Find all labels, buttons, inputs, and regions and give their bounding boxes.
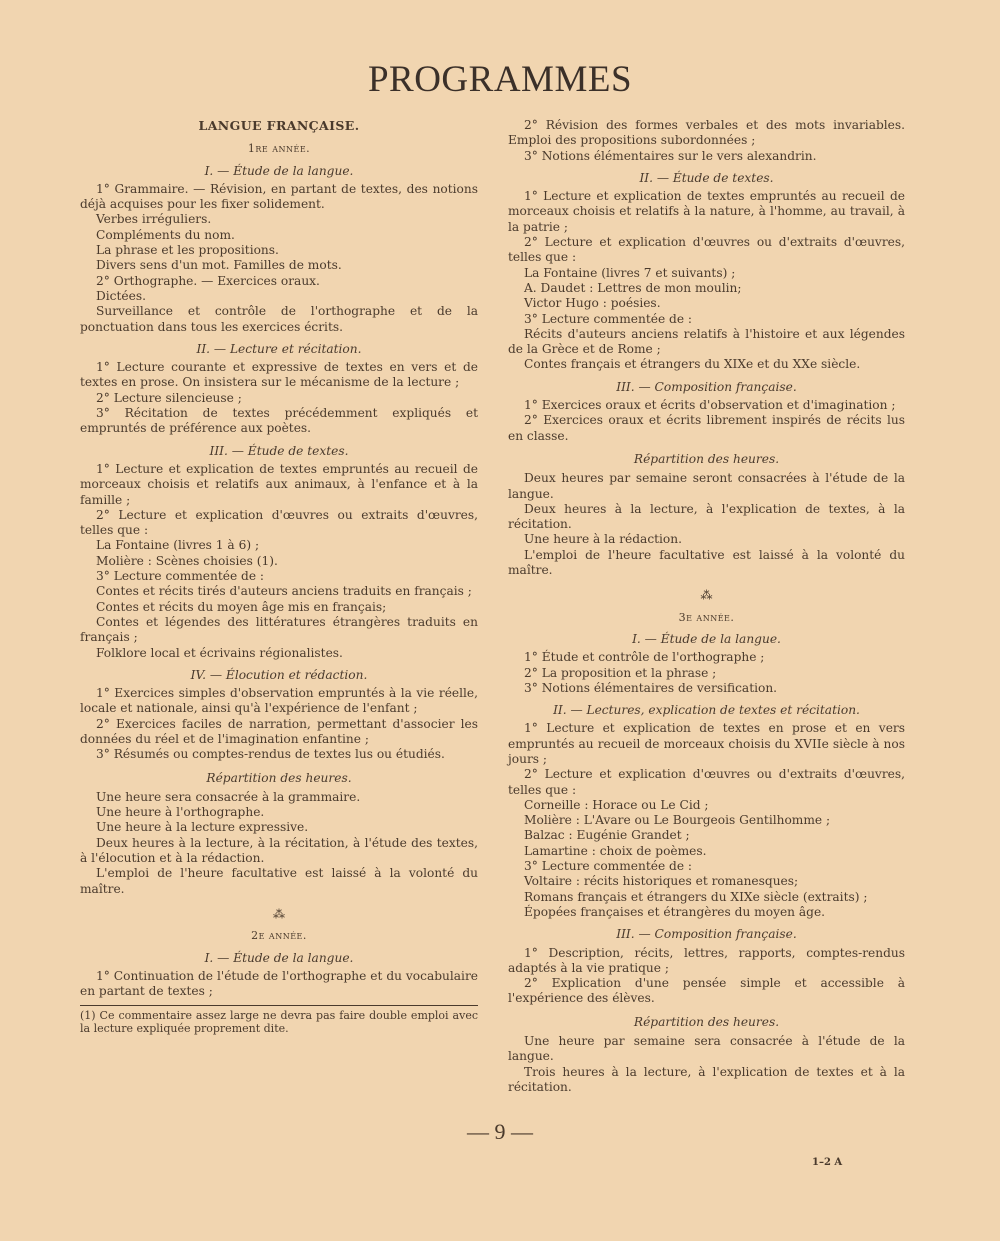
paragraph: L'emploi de l'heure facultative est laissé à la volonté du maître. [508,547,905,578]
paragraph: Une heure à la rédaction. [524,532,682,547]
paragraph: Contes et légendes des littératures étrangères traduits en français ; [80,614,478,645]
paragraph: 1° Continuation de l'étude de l'orthographe et du vocabulaire en partant de textes ; [80,968,478,999]
y1-section-1-title: I. — Étude de la langue. [204,163,354,178]
paragraph: Corneille : Horace ou Le Cid ; [524,797,709,812]
sheet-code: 1–2 A [812,1157,843,1168]
paragraph: Compléments du nom. [96,227,235,242]
asterism-divider: ⁂ [700,588,713,603]
paragraph: Récits d'auteurs anciens relatifs à l'histoire et aux légendes de la Grèce et de Rome ; [508,326,905,357]
paragraph: Lamartine : choix de poèmes. [524,843,707,858]
paragraph: 3° Lecture commentée de : [524,311,693,326]
y2-section-2-title: II. — Étude de textes. [639,170,774,185]
y3-section-1-title: I. — Étude de la langue. [632,631,781,646]
paragraph: Épopées françaises et étrangères du moyen âge. [524,904,826,919]
paragraph: 1° Lecture et explication de textes empruntés au recueil de morceaux choisis et relatifs aux animaux, à l'enfance et à la famille ; [80,461,478,507]
paragraph: 1° Lecture et explication de textes empruntés au recueil de morceaux choisis et relatifs à la nature, à l'homme, au travail, à la patrie ; [508,189,905,234]
left-column [80,118,478,1035]
paragraph: 2° Lecture et explication d'œuvres ou d'extraits d'œuvres, telles que : [508,235,905,265]
paragraph: A. Daudet : Lettres de mon moulin; [524,280,742,295]
y3-hours-title: Répartition des heures. [633,1014,780,1029]
paragraph: Deux heures à la lecture, à l'explication de textes, à la récitation. [508,501,905,532]
subject-heading: LANGUE FRANÇAISE. [198,118,360,133]
y1-section-4-title: IV. — Élocution et rédaction. [190,667,368,682]
paragraph: 1° Lecture courante et expressive de textes en vers et de textes en prose. On insistera sur le mécanisme de la lecture ; [80,360,478,390]
y2-hours-title: Répartition des heures. [633,451,780,466]
asterism-divider: ⁂ [273,906,285,921]
paragraph: Voltaire : récits historiques et romanesques; [524,874,799,889]
paragraph: 2° Exercices faciles de narration, permettant d'associer les données du réel et de l'imagination enfantine ; [80,716,478,746]
paragraph: 2° Explication d'une pensée simple et accessible à l'expérience des élèves. [508,976,905,1006]
paragraph: Contes et récits du moyen âge mis en français; [96,599,387,614]
year-1-heading: 1re année. [247,142,311,156]
paragraph: Balzac : Eugénie Grandet ; [524,828,690,843]
y1-hours-title: Répartition des heures. [206,770,352,785]
paragraph: 3° Lecture commentée de : [524,859,693,874]
paragraph: Verbes irréguliers. [96,212,212,227]
paragraph: 2° Exercices oraux et écrits librement inspirés de récits lus en classe. [508,413,905,443]
paragraph: Molière : L'Avare ou Le Bourgeois Gentilhomme ; [524,813,831,828]
y3-section-2-title: II. — Lectures, explication de textes et récitation. [553,703,860,718]
right-column [508,118,905,1095]
y1-section-3-title: III. — Étude de textes. [209,443,349,458]
footnote: (1) Ce commentaire assez large ne devra pas faire double emploi avec la lecture expliquée proprement dite. [80,1005,478,1035]
paragraph: Trois heures à la lecture, à l'explication de textes et à la récitation. [508,1064,905,1094]
paragraph: La phrase et les propositions. [96,243,279,258]
y1-section-2-title: II. — Lecture et récitation. [196,341,362,356]
paragraph: 3° Notions élémentaires sur le vers alexandrin. [524,148,817,163]
year-2-heading: 2e année. [251,929,307,943]
paragraph: Deux heures par semaine seront consacrées à l'étude de la langue. [508,471,905,501]
paragraph: 2° Lecture et explication d'œuvres ou extraits d'œuvres, telles que : [80,507,478,538]
paragraph: 2° La proposition et la phrase ; [524,665,717,680]
paragraph: 1° Description, récits, lettres, rapports, comptes-rendus adaptés à la vie pratique ; [508,945,905,975]
paragraph: Molière : Scènes choisies (1). [96,553,278,568]
paragraph: 2° Révision des formes verbales et des mots invariables. Emploi des propositions subordonnées ; [508,118,905,148]
paragraph: Contes et récits tirés d'auteurs anciens traduits en français ; [96,584,472,599]
paragraph: Divers sens d'un mot. Familles de mots. [96,258,342,273]
paragraph: Surveillance et contrôle de l'orthographe et de la ponctuation dans tous les exercices écrits. [80,304,478,334]
paragraph: Deux heures à la lecture, à la récitation, à l'étude des textes, à l'élocution et à la rédaction. [80,835,478,866]
page-title: PROGRAMMES [367,59,633,100]
paragraph: 1° Exercices oraux et écrits d'observation et d'imagination ; [524,398,896,413]
paragraph: Une heure par semaine sera consacrée à l'étude de la langue. [508,1034,905,1064]
paragraph: 1° Grammaire. — Révision, en partant de textes, des notions déjà acquises pour les fixer solidement. [80,181,478,212]
y3-section-3-title: III. — Composition française. [616,927,797,942]
paragraph: Victor Hugo : poésies. [524,296,661,311]
paragraph: 2° Orthographe. — Exercices oraux. [96,273,320,288]
paragraph: La Fontaine (livres 7 et suivants) ; [524,265,736,280]
paragraph: Romans français et étrangers du XIXe siècle (extraits) ; [524,889,868,904]
year-3-heading: 3e année. [678,610,735,624]
page-number: — 9 — [467,1119,533,1144]
paragraph: 1° Étude et contrôle de l'orthographe ; [524,650,765,665]
paragraph: Une heure à l'orthographe. [96,805,265,820]
paragraph: Folklore local et écrivains régionalistes. [96,645,343,660]
paragraph: 2° Lecture et explication d'œuvres ou d'extraits d'œuvres, telles que : [508,767,905,797]
paragraph: 1° Lecture et explication de textes en prose et en vers empruntés au recueil de morceaux choisis du XVIIe siècle à nos jours ; [508,721,905,766]
paragraph: Dictées. [96,288,146,303]
paragraph: 3° Lecture commentée de : [96,569,265,584]
paragraph: La Fontaine (livres 1 à 6) ; [96,538,260,553]
paragraph: Une heure sera consacrée à la grammaire. [96,789,361,804]
paragraph: 1° Exercices simples d'observation empruntés à la vie réelle, locale et nationale, ainsi qu'à l'expérience de l'enfant ; [80,686,478,716]
paragraph: 3° Résumés ou comptes-rendus de textes lus ou étudiés. [96,747,445,762]
y2-section-1-title: I. — Étude de la langue. [204,950,354,965]
paragraph: 3° Notions élémentaires de versification. [524,680,778,695]
y2-section-3-title: III. — Composition française. [616,379,797,394]
paragraph: L'emploi de l'heure facultative est laissé à la volonté du maître. [80,866,478,896]
paragraph: 3° Récitation de textes précédemment expliqués et empruntés de préférence aux poètes. [80,406,478,436]
paragraph: Une heure à la lecture expressive. [96,820,309,835]
paragraph: Contes français et étrangers du XIXe et du XXe siècle. [524,357,861,372]
paragraph: 2° Lecture silencieuse ; [96,390,242,405]
